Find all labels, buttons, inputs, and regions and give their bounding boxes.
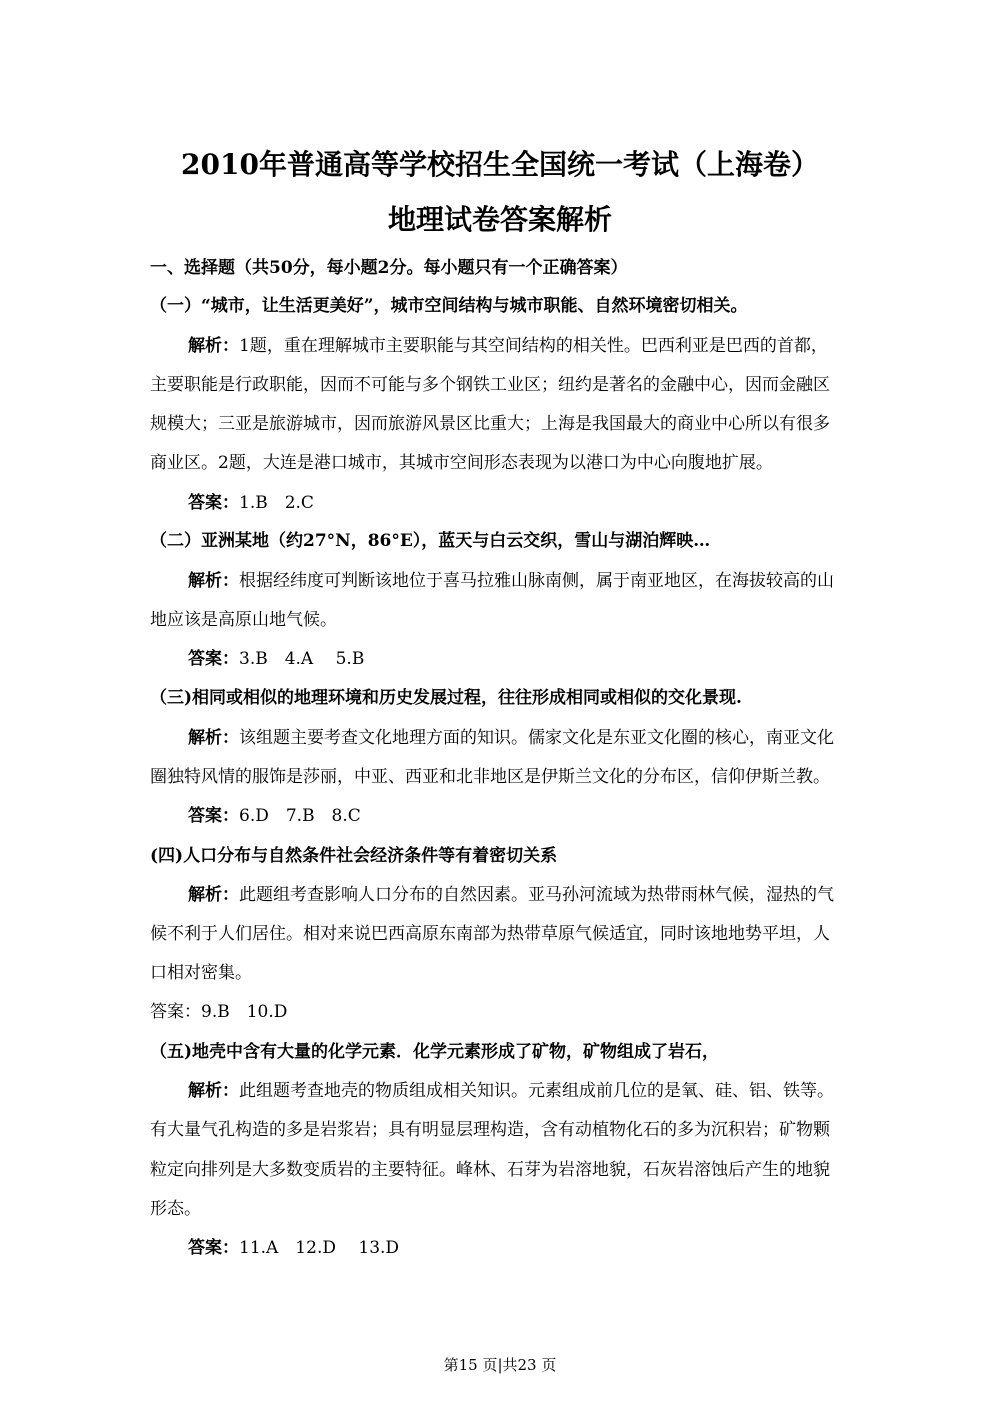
- page-footer: 第15 页|共23 页: [443, 1356, 557, 1374]
- analysis-label: 解析：: [188, 885, 239, 905]
- analysis-label: 解析：: [188, 336, 239, 356]
- analysis-label: 解析：: [188, 728, 239, 748]
- group-4-answer: 答案：9.B 10.D: [150, 1002, 288, 1022]
- group-4-analysis-line-2: 候不利于人们居住。相对来说巴西高原东南部为热带草原气候适宜，同时该地地势平坦，人: [150, 924, 830, 944]
- group-5-analysis-line-1: 解析：此组题考查地壳的物质组成相关知识。元素组成前几位的是氧、硅、铝、铁等。: [188, 1081, 834, 1101]
- group-1-answer: 答案：1.B 2.C: [188, 493, 314, 513]
- group-5-analysis-line-4: 形态。: [150, 1199, 201, 1219]
- group-2-analysis-line-2: 地应该是高原山地气候。: [150, 610, 337, 630]
- group-3-analysis-line-1: 解析：该组题主要考查文化地理方面的知识。儒家文化是东亚文化圈的核心，南亚文化: [188, 728, 834, 748]
- answer-label: 答案：: [188, 493, 239, 513]
- analysis-label: 解析：: [188, 1081, 239, 1101]
- answer-label: 答案：: [188, 806, 239, 826]
- section-heading: 一、选择题（共50分，每小题2分。每小题只有一个正确答案）: [150, 258, 628, 278]
- group-1-analysis-line-3: 规模大；三亚是旅游城市，因而旅游风景区比重大；上海是我国最大的商业中心所以有很多: [150, 414, 830, 434]
- group-2-analysis-line-1: 解析：根据经纬度可判断该地位于喜马拉雅山脉南侧，属于南亚地区，在海拔较高的山: [188, 571, 834, 591]
- group-1-heading: （一）“城市，让生活更美好”，城市空间结构与城市职能、自然环境密切相关。: [150, 296, 748, 316]
- group-4-analysis-line-3: 口相对密集。: [150, 963, 252, 983]
- answer-label: 答案：: [150, 1002, 201, 1022]
- group-2-answer: 答案：3.B 4.A 5.B: [188, 649, 365, 669]
- group-5-analysis-line-2: 有大量气孔构造的多是岩浆岩；具有明显层理构造，含有动植物化石的多为沉积岩；矿物颗: [150, 1120, 830, 1140]
- answer-label: 答案：: [188, 649, 239, 669]
- answer-label: 答案：: [188, 1238, 239, 1258]
- group-3-heading: （三)相同或相似的地理环境和历史发展过程，往往形成相同或相似的交化景现.: [150, 688, 742, 708]
- group-4-heading: (四)人口分布与自然条件社会经济条件等有着密切关系: [150, 846, 558, 866]
- group-3-analysis-line-2: 圈独特风情的服饰是莎丽，中亚、西亚和北非地区是伊斯兰文化的分布区，信仰伊斯兰教。: [150, 767, 830, 787]
- analysis-label: 解析：: [188, 571, 239, 591]
- group-3-answer: 答案：6.D 7.B 8.C: [188, 806, 361, 826]
- group-5-answer: 答案：11.A 12.D 13.D: [188, 1238, 400, 1258]
- group-5-analysis-line-3: 粒定向排列是大多数变质岩的主要特征。峰林、石芽为岩溶地貌，石灰岩溶蚀后产生的地貌: [150, 1160, 830, 1180]
- group-2-heading: （二）亚洲某地（约27°N，86°E），蓝天与白云交织，雪山与湖泊辉映…: [150, 531, 711, 551]
- group-5-heading: （五)地壳中含有大量的化学元素．化学元素形成了矿物，矿物组成了岩石，: [150, 1042, 720, 1062]
- document-title: 2010年普通高等学校招生全国统一考试（上海卷）: [181, 148, 819, 181]
- group-1-analysis-line-4: 商业区。2题，大连是港口城市，其城市空间形态表现为以港口为中心向腹地扩展。: [150, 453, 773, 473]
- group-1-analysis-line-1: 解析：1题，重在理解城市主要职能与其空间结构的相关性。巴西利亚是巴西的首都，: [188, 336, 828, 356]
- document-subtitle: 地理试卷答案解析: [387, 203, 612, 236]
- group-1-analysis-line-2: 主要职能是行政职能，因而不可能与多个钢铁工业区；纽约是著名的金融中心，因而金融区: [150, 375, 830, 395]
- group-4-analysis-line-1: 解析：此题组考查影响人口分布的自然因素。亚马孙河流域为热带雨林气候，湿热的气: [188, 885, 834, 905]
